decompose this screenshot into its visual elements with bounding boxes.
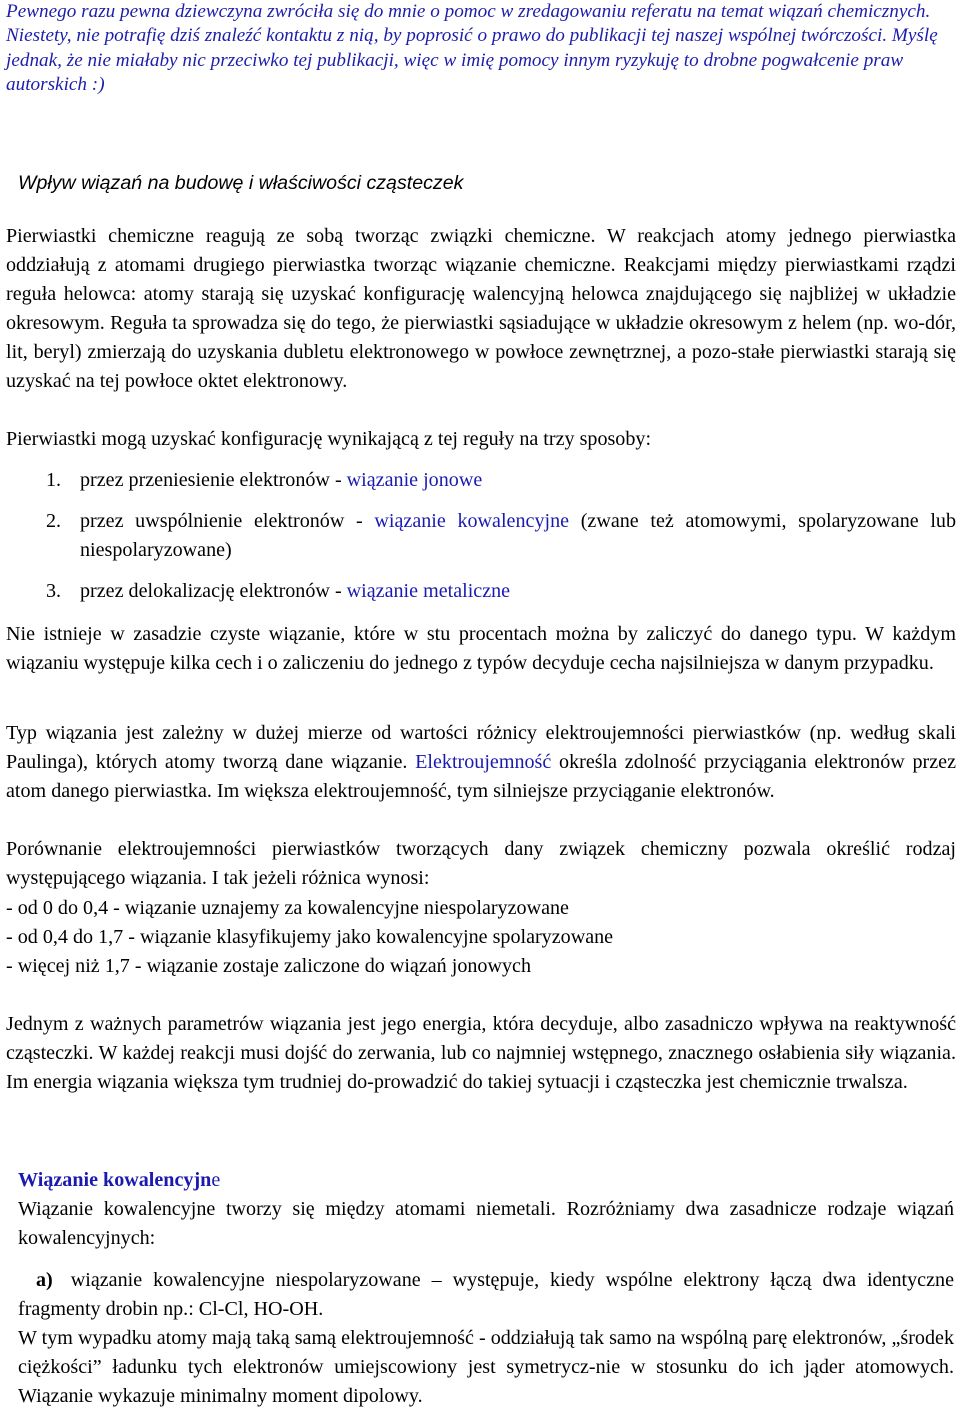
list-suffix: (zwane też atomowymi, spolaryzowane lub niespolaryzowane): [80, 510, 956, 561]
list-text: [80, 577, 956, 606]
paragraph-3-before: Typ wiązania jest zależny w dużej mierze od wartości różnicy elektroujemności pierwiastków (np. według skali Paulinga), których atomy tworzą dane wiązanie.: [6, 722, 956, 773]
range-item: - od 0,4 do 1,7 - wiązanie klasyfikujemy jako kowalencyjne spolaryzowane: [6, 926, 614, 948]
list-item: [46, 577, 956, 606]
list-text: [80, 466, 956, 495]
paragraph-4: Porównanie elektroujemności pierwiastków tworzących dany związek chemiczny pozwala określić rodzaj występującego wiązania. I tak jeżeli różnica wynosi:: [6, 838, 956, 889]
range-list: [6, 894, 956, 981]
list-item: [46, 507, 956, 565]
list-number: 1.: [46, 469, 62, 491]
link-covalent-bond[interactable]: wiązanie kowalencyjne: [374, 510, 570, 532]
list-prefix: przez uwspólnienie elektronów -: [80, 510, 375, 532]
range-item: - więcej niż 1,7 - wiązanie zostaje zaliczone do wiązań jonowych: [6, 955, 531, 977]
paragraph-1: Pierwiastki chemiczne reagują ze sobą tworząc związki chemiczne. W reakcjach atomy jednego pierwiastka oddziałują z atomami drugiego pierwiastka tworząc wiązanie chemiczne. Reakcjami między pierwiastkami rządzi reguła helowca: atomy starają się uzyskać konfigurację walencyjną helowca znajdującego się najbliżej w układzie okresowym. Reguła ta sprowadza się do tego, że pierwiastki sąsiadujące w układzie okresowym z helem (np. wo-dór, lit, beryl) zmierzają do uzyskania dubletu elektronowego w powłoce zewnętrznej, a pozo-stałe pierwiastki starają się uzyskać na tej powłoce oktet elektronowy.: [6, 225, 956, 392]
section-item-a: [18, 1266, 954, 1324]
paragraph-5: Jednym z ważnych parametrów wiązania jest jego energia, która decyduje, albo zasadniczo wpływa na reaktywność cząsteczki. W każdej reakcji musi dojść do zerwania, lub co najmniej wstępnego, znacznego osłabienia siły wiązania. Im energia wiązania większa tym trudniej do-prowadzić do takiej sytuacji i cząsteczka jest chemicznie trwalsza.: [6, 1013, 956, 1093]
list-item: [46, 466, 956, 495]
paragraph-3-after: określa zdolność przyciągania elektronów przez atom danego pierwiastka. Im większa elektroujemność, tym silniejsze przyciąganie elektronów.: [6, 751, 956, 802]
section-intro: Wiązanie kowalencyjne tworzy się między atomami niemetali. Rozróżniamy dwa zasadnicze rodzaje wiązań kowalencyjnych:: [18, 1198, 954, 1249]
range-item: - od 0 do 0,4 - wiązanie uznajemy za kowalencyjne niespolaryzowane: [6, 897, 569, 919]
paragraph-2: Nie istnieje w zasadzie czyste wiązanie, które w stu procentach można by zaliczyć do danego typu. W każdym wiązaniu występuje kilka cech i o zaliczeniu do jednego z typów decyduje cecha najsilniejsza w danym przypadku.: [6, 623, 956, 674]
paragraph-1-tail: Pierwiastki mogą uzyskać konfigurację wynikającą z tej reguły na trzy sposoby:: [6, 428, 652, 450]
intro-note: Pewnego razu pewna dziewczyna zwróciła się do mnie o pomoc w zredagowaniu referatu na temat wiązań chemicznych. Niestety, nie potrafię dziś znaleźć kontaktu z nią, by poprosić o prawo do publikacji tej naszej wspólnej twórczości. Myślę jednak, że nie miałaby nic przeciwko tej publikacji, więc w imię pomocy innym ryzykuję to drobne pogwałcenie praw autorskich :): [6, 1, 938, 95]
section-item-a-more: W tym wypadku atomy mają taką samą elektroujemność - oddziałują tak samo na wspólną parę elektronów, „środek ciężkości” ładunku tych elektronów umiejscowiony jest symetrycz-nie w stosunku do ich jąder atomowych. Wiązanie wykazuje minimalny moment dipolowy.: [18, 1327, 954, 1407]
paragraph-3: [6, 719, 956, 806]
item-a-text: wiązanie kowalencyjne niespolaryzowane – występuje, kiedy wspólne elektrony łączą dwa identyczne fragmenty drobin np.: Cl-Cl, HO-OH.: [18, 1269, 954, 1320]
section-title-bold: Wiązanie kowalencyjn: [18, 1169, 212, 1191]
page-heading: Wpływ wiązań na budowę i właściwości cząsteczek: [18, 172, 464, 194]
list-prefix: przez przeniesienie elektronów -: [80, 469, 347, 491]
list-number: 3.: [46, 580, 62, 602]
link-electronegativity[interactable]: Elektroujemność: [415, 751, 552, 773]
list-text: [80, 507, 956, 565]
list-number: 2.: [46, 510, 62, 532]
link-metallic-bond[interactable]: wiązanie metaliczne: [346, 580, 511, 602]
link-ionic-bond[interactable]: wiązanie jonowe: [346, 469, 483, 491]
section-title-tail: e: [211, 1169, 221, 1191]
section-title: [18, 1166, 220, 1195]
list-prefix: przez delokalizację elektronów -: [80, 580, 347, 602]
item-a-marker: a): [36, 1269, 53, 1291]
